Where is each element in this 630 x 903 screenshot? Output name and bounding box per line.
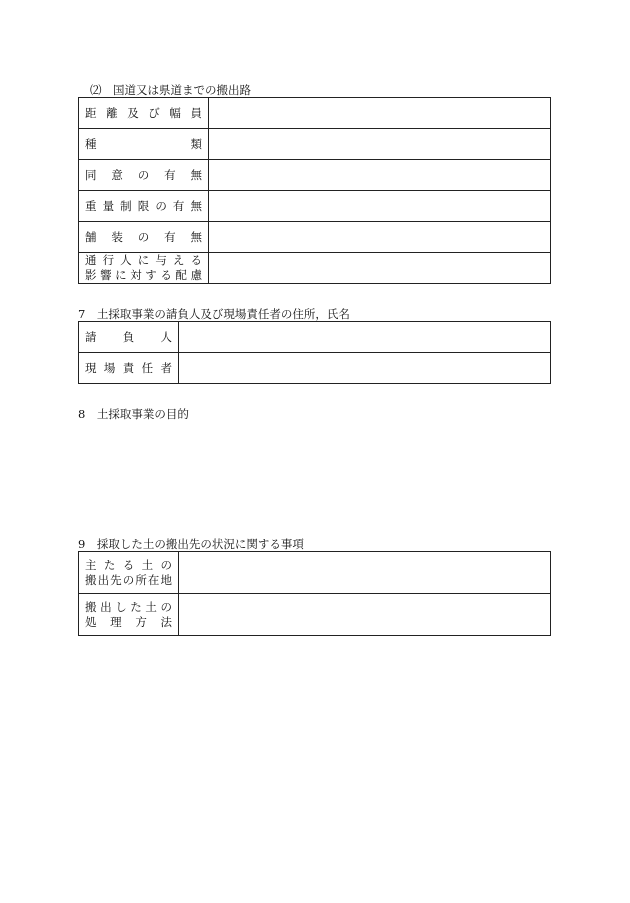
label-line: 現 場 責 任 者: [85, 360, 172, 375]
table-row: [79, 322, 551, 353]
label-line: 影 響 に 対 す る 配 慮: [85, 268, 202, 282]
value-cell[interactable]: [209, 253, 551, 284]
label-line: 同 意 の 有 無: [85, 167, 202, 182]
table-row: [79, 222, 551, 253]
value-cell[interactable]: [179, 353, 551, 384]
label-line: 距 離 及 び 幅 員: [85, 105, 202, 120]
table-row: [79, 594, 551, 636]
table-row: [79, 191, 551, 222]
row-label: [79, 98, 209, 129]
label-line: 処 理 方 法: [85, 614, 172, 629]
section-7-heading: 7 土採取事業の請負人及び現場責任者の住所，氏名: [78, 307, 350, 321]
value-cell[interactable]: [179, 322, 551, 353]
table-row: [79, 129, 551, 160]
value-cell[interactable]: [209, 191, 551, 222]
value-cell[interactable]: [209, 160, 551, 191]
table-row: [79, 160, 551, 191]
haulage-route-table: [78, 97, 551, 284]
row-label: [79, 552, 179, 594]
value-cell[interactable]: [209, 222, 551, 253]
row-label: [79, 160, 209, 191]
label-line: 舗 装 の 有 無: [85, 229, 202, 244]
row-label: [79, 222, 209, 253]
value-cell[interactable]: [209, 98, 551, 129]
row-label: [79, 353, 179, 384]
soil-destination-table: [78, 551, 551, 636]
section-9-heading: 9 採取した土の搬出先の状況に関する事項: [78, 537, 304, 551]
table-row: [79, 253, 551, 284]
section-2-heading: ⑵ 国道又は県道までの搬出路: [90, 83, 251, 97]
table-row: [79, 552, 551, 594]
row-label: [79, 191, 209, 222]
table-row: [79, 353, 551, 384]
label-line: 主 た る 土 の: [85, 557, 172, 572]
contractor-table: [78, 321, 551, 384]
row-label: [79, 594, 179, 636]
value-cell[interactable]: [179, 594, 551, 636]
value-cell[interactable]: [179, 552, 551, 594]
section-8-heading: 8 土採取事業の目的: [78, 407, 189, 421]
label-line: 請 負 人: [85, 329, 172, 344]
label-line: 通 行 人 に 与 え る: [85, 253, 202, 267]
table-row: [79, 98, 551, 129]
label-line: 重 量 制 限 の 有 無: [85, 198, 202, 213]
label-line: 搬 出 し た 土 の: [85, 599, 172, 614]
row-label: [79, 253, 209, 284]
label-line: 搬 出 先 の 所 在 地: [85, 572, 172, 587]
label-line: 種 類: [85, 136, 202, 151]
value-cell[interactable]: [209, 129, 551, 160]
row-label: [79, 129, 209, 160]
row-label: [79, 322, 179, 353]
